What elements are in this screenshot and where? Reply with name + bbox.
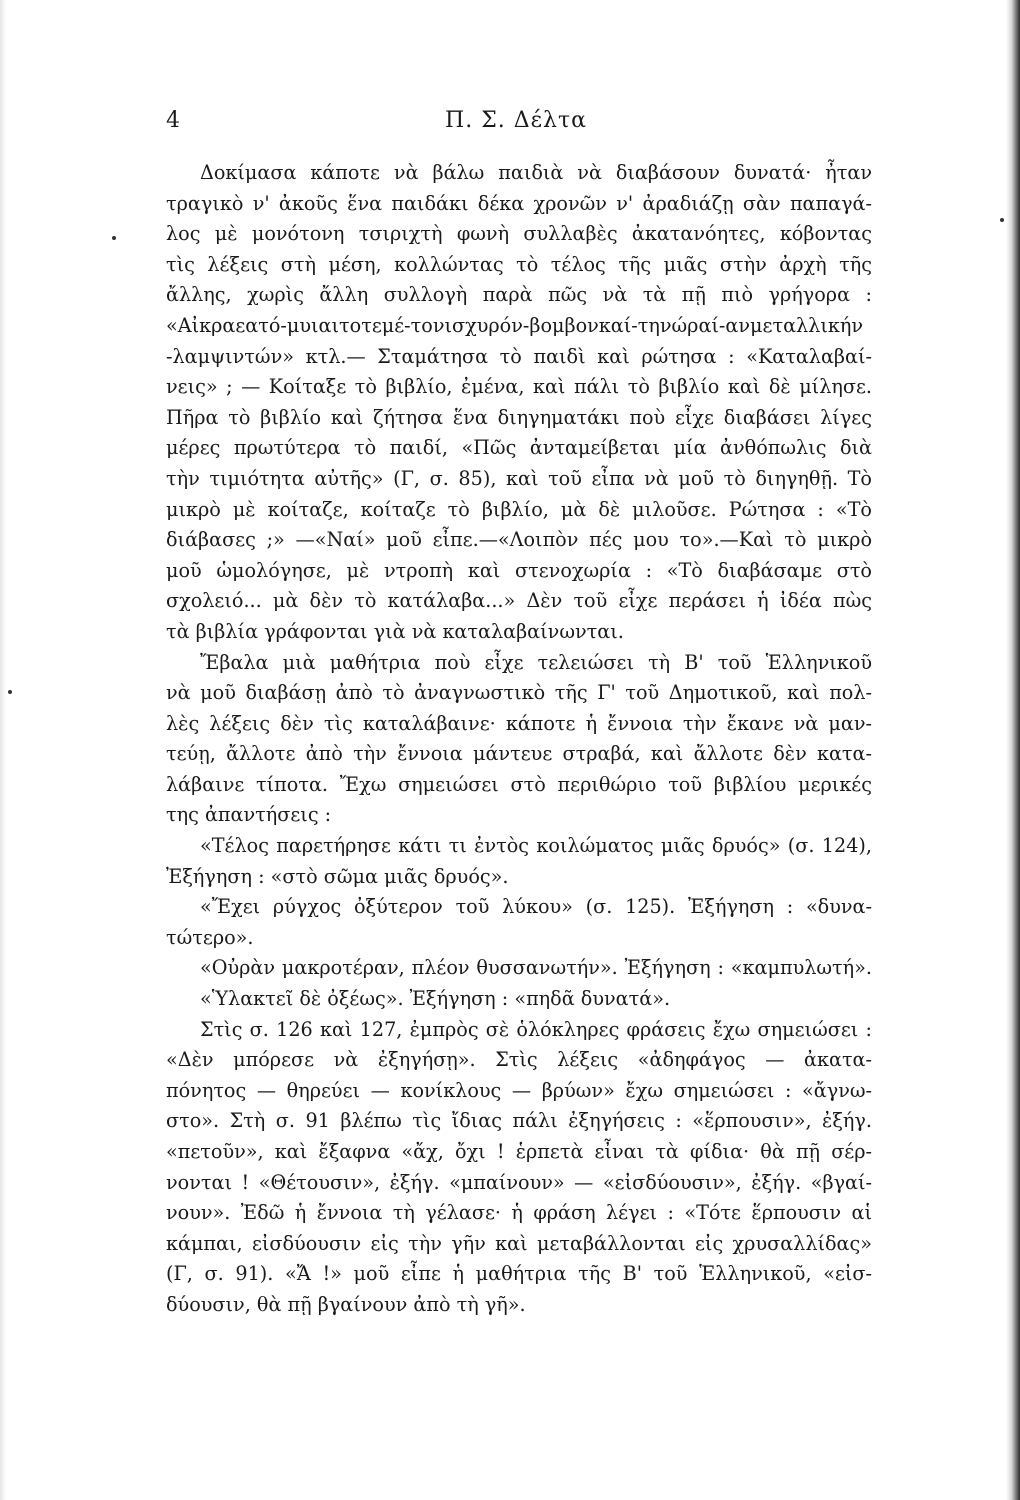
text-line: (Γ, σ. 91). «Ἄ !» μοῦ εἶπε ἡ μαθήτρια τῆς Β' τοῦ Ἑλληνικοῦ, «εἰσ- — [166, 1262, 872, 1286]
page-header — [166, 104, 866, 138]
page-number: 4 — [166, 108, 180, 133]
page-edge-left — [0, 0, 6, 1500]
text-line: λος μὲ μονότονη τσιριχτὴ φωνὴ συλλαβὲς ἀκατανόητες, κόβοντας — [166, 222, 872, 246]
text-line: δύουσιν, θὰ πῇ βγαίνουν ἀπὸ τὴ γῆ». — [166, 1292, 526, 1316]
text-line: τὶς λέξεις στὴ μέση, κολλώντας τὸ τέλος τῆς μιᾶς στὴν ἀρχὴ τῆς — [166, 252, 872, 276]
text-line: τώτερο». — [166, 925, 254, 949]
text-line: νονται ! «Θέτουσιν», ἐξήγ. «μπαίνουν» — «εἰσδύουσιν», ἐξήγ. «βγαί- — [166, 1170, 872, 1194]
text-line: νεις» ; — Κοίταξε τὸ βιβλίο, ἐμένα, καὶ πάλι τὸ βιβλίο καὶ δὲ μίλησε. — [166, 375, 872, 399]
text-line: μικρὸ μὲ κοίταζε, κοίταζε τὸ βιβλίο, μὰ δὲ μιλοῦσε. Ρώτησα : «Τὸ — [166, 497, 872, 521]
text-line: «Δὲν μπόρεσε νὰ ἐξηγήσῃ». Στὶς λέξεις «ἀδηφάγος — ἀκατα- — [166, 1048, 872, 1072]
text-line: Στὶς σ. 126 καὶ 127, ἐμπρὸς σὲ ὁλόκληρες φράσεις ἔχω σημειώσει : — [200, 1017, 872, 1041]
text-line: λάβαινε τίποτα. Ἔχω σημειώσει στὸ περιθώριο τοῦ βιβλίου μερικές — [166, 772, 872, 796]
text-line: μέρες πρωτύτερα τὸ παιδί, «Πῶς ἀνταμείβεται μία ἀνθόπωλις διὰ — [166, 436, 872, 460]
page-edge-right — [1006, 0, 1020, 1500]
text-line: μοῦ ὡμολόγησε, μὲ ντροπὴ καὶ στενοχωρία : «Τὸ διαβάσαμε στὸ — [166, 558, 872, 582]
text-line: λὲς λέξεις δὲν τὶς καταλάβαινε· κάποτε ἡ ἔννοια τὴν ἔκανε νὰ μαν- — [166, 711, 872, 735]
text-line: «Οὐρὰν μακροτέραν, πλέον θυσσανωτήν». Ἐξήγηση : «καμπυλωτή». — [200, 956, 872, 980]
text-line: νουν». Ἐδῶ ἡ ἔννοια τὴ γέλασε· ἡ φράση λέγει : «Τότε ἕρπουσιν αἱ — [166, 1201, 872, 1225]
text-line: τὰ βιβλία γράφονται γιὰ νὰ καταλαβαίνωνται. — [166, 619, 624, 643]
text-line: «Αἰκραεατό-μυιαιτοτεμέ-τονισχυρόν-βομβονκαί-τηνώραί-ανμεταλλικήν — [166, 313, 864, 337]
text-line: διάβασες ;» —«Ναί» μοῦ εἶπε.—«Λοιπὸν πές μου το».—Καὶ τὸ μικρὸ — [166, 528, 872, 552]
text-line: κάμπαι, εἰσδύουσιν εἰς τὴν γῆν καὶ μεταβάλλονται εἰς χρυσαλλίδας» — [166, 1231, 872, 1255]
text-line: της ἀπαντήσεις : — [166, 803, 332, 827]
text-line: στο». Στὴ σ. 91 βλέπω τὶς ἴδιας πάλι ἐξηγήσεις : «ἕρπουσιν», ἐξήγ. — [166, 1109, 872, 1133]
text-line: Ἐξήγηση : «στὸ σῶμα μιᾶς δρυός». — [166, 864, 509, 888]
text-line: Πῆρα τὸ βιβλίο καὶ ζήτησα ἕνα διηγηματάκι ποὺ εἶχε διαβάσει λίγες — [166, 405, 872, 429]
text-line: Δοκίμασα κάποτε νὰ βάλω παιδιὰ νὰ διαβάσουν δυνατά· ἦταν — [200, 161, 872, 184]
running-head: Π. Σ. Δέλτα — [445, 108, 587, 133]
text-line: τραγικὸ ν' ἀκοῦς ἕνα παιδάκι δέκα χρονῶν ν' ἀραδιάζῃ σὰν παπαγά- — [166, 191, 872, 215]
margin-speck — [112, 236, 116, 240]
text-line: -λαμψιντών» κτλ.— Σταμάτησα τὸ παιδὶ καὶ ρώτησα : «Καταλαβαί- — [166, 344, 872, 368]
text-line: Ἔβαλα μιὰ μαθήτρια ποὺ εἶχε τελειώσει τὴ Β' τοῦ Ἑλληνικοῦ — [200, 650, 872, 674]
text-line: σχολειό... μὰ δὲν τὸ κατάλαβα...» Δὲν τοῦ εἶχε περάσει ἡ ἰδέα πὼς — [166, 589, 872, 613]
margin-speck — [8, 690, 12, 694]
text-line: «πετοῦν», καὶ ἔξαφνα «ἄχ, ὄχι ! ἑρπετὰ εἶναι τὰ φίδια· θὰ πῇ σέρ- — [166, 1140, 872, 1163]
text-line: «Ὑλακτεῖ δὲ ὀξέως». Ἐξήγηση : «πηδᾶ δυνατά». — [200, 987, 671, 1011]
text-line: νὰ μοῦ διαβάσῃ ἀπὸ τὸ ἀναγνωστικὸ τῆς Γ' τοῦ Δημοτικοῦ, καὶ πολ- — [166, 681, 872, 705]
text-line: ἄλλης, χωρὶς ἄλλη συλλογὴ παρὰ πῶς νὰ τὰ πῇ πιὸ γρήγορα : — [166, 283, 872, 307]
body-text — [166, 158, 872, 1321]
text-line: τὴν τιμιότητα αὐτῆς» (Γ, σ. 85), καὶ τοῦ εἶπα νὰ μοῦ τὸ διηγηθῇ. Τὸ — [166, 466, 872, 490]
margin-speck — [1000, 218, 1004, 222]
text-line: «Ἔχει ρύγχος ὀξύτερον τοῦ λύκου» (σ. 125). Ἐξήγηση : «δυνα- — [200, 895, 872, 919]
text-line: τεύῃ, ἄλλοτε ἀπὸ τὴν ἔννοια μάντευε στραβά, καὶ ἄλλοτε δὲν κατα- — [166, 742, 872, 766]
text-line: πόνητος — θηρεύει — κονίκλους — βρύων» ἔχω σημειώσει : «ἄγνω- — [166, 1078, 872, 1102]
text-line: «Τέλος παρετήρησε κάτι τι ἐντὸς κοιλώματος μιᾶς δρυός» (σ. 124), — [200, 834, 872, 858]
